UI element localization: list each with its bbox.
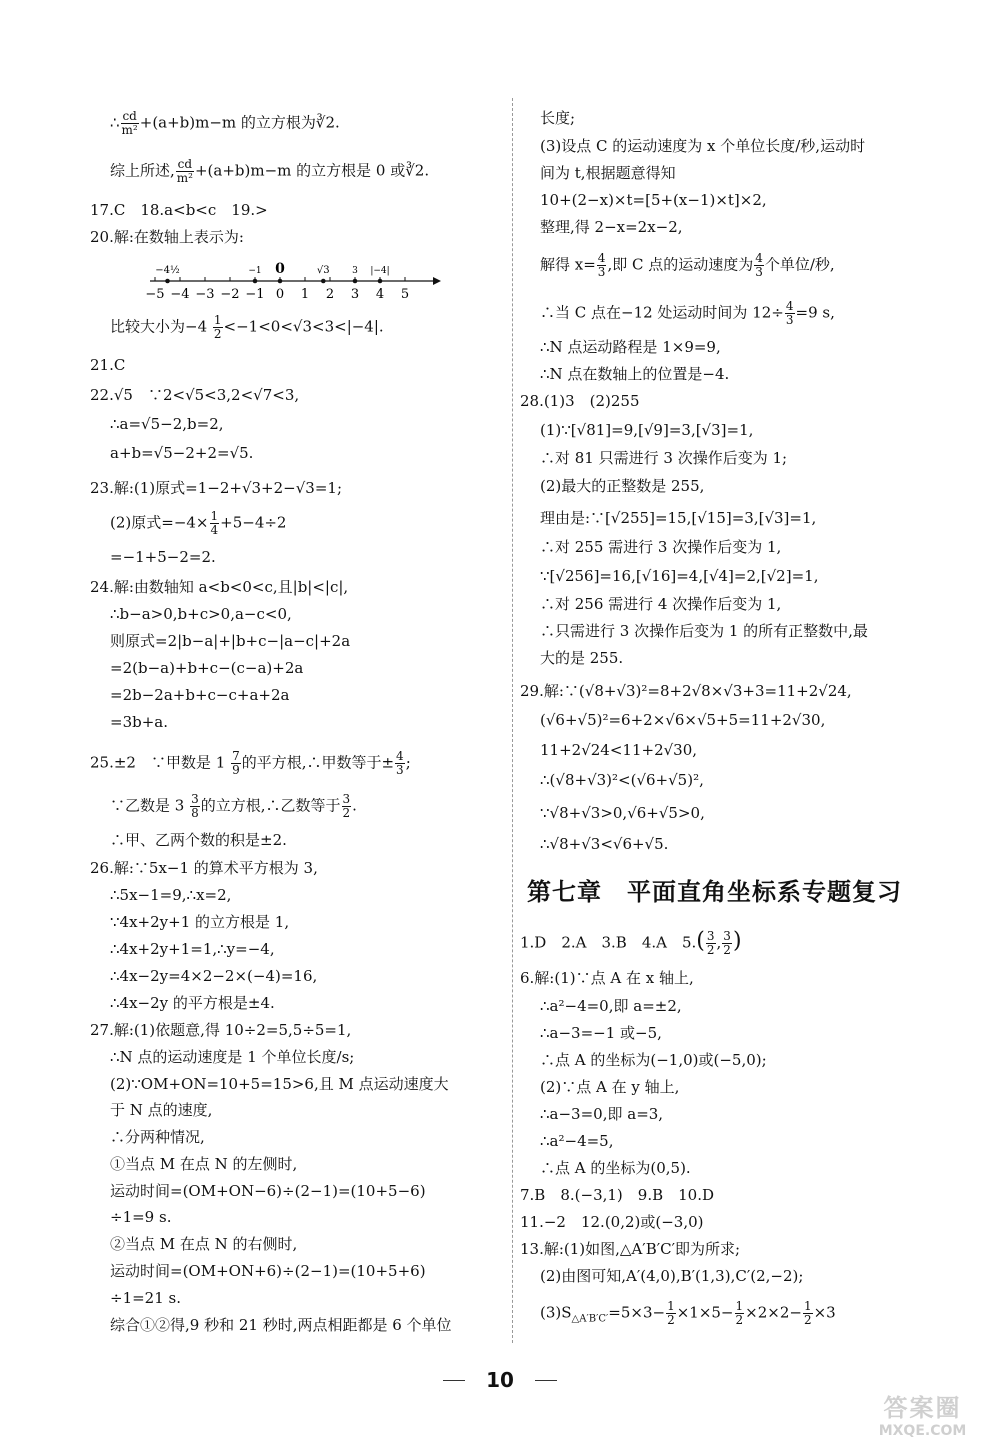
number-line-point-label: 0	[275, 261, 285, 277]
number-line-point-label: −1	[248, 266, 262, 276]
text-line: (2)∵OM+ON=10+5=15>6,且 M 点运动速度大	[110, 1075, 449, 1093]
text-line: ÷1=9 s.	[110, 1208, 172, 1226]
text-line: 综合①②得,9 秒和 21 秒时,两点相距都是 6 个单位	[110, 1316, 452, 1334]
number-line-arrow	[433, 277, 441, 285]
text-line: 运动时间=(OM+ON+6)÷(2−1)=(10+5+6)	[110, 1262, 426, 1280]
number-line-tick-label: −2	[220, 287, 240, 302]
text-line: (2)由图可知,A′(4,0),B′(1,3),C′(2,−2);	[540, 1267, 804, 1285]
text-line: ∴a²−4=0,即 a=±2,	[540, 997, 682, 1015]
answer-21: 21.C	[90, 356, 126, 374]
chapter-answers-7-10: 7.B 8.(−3,1) 9.B 10.D	[520, 1186, 714, 1204]
fraction: $\frac{3}{2}$	[342, 792, 351, 820]
text-line: ∴a=√5−2,b=2,	[110, 415, 224, 433]
text-line: ∴对 81 只需进行 3 次操作后变为 1;	[540, 449, 788, 467]
text-line: 整理,得 2−x=2x−2,	[540, 218, 683, 236]
answer-26: 26.解:∵5x−1 的算术平方根为 3,	[90, 859, 318, 877]
text-line: ∵乙数是 3 $\frac{3}{8}$ 的立方根,∴乙数等于 $\frac{3}{2}$ .	[110, 792, 357, 820]
text-line: ∴N 点运动路程是 1×9=9,	[540, 338, 721, 356]
text-line: a+b=√5−2+2=√5.	[110, 444, 254, 462]
text-line: 间为 t,根据题意得知	[540, 164, 676, 182]
watermark-url: MXQE.COM	[878, 1423, 967, 1439]
line-summary: 综上所述, $\frac{cd}{\text{m²}}$ +(a+b)m−m 的立方根是 0 或∛2.	[110, 157, 430, 185]
column-divider	[512, 98, 513, 1343]
chapter-answer-13: 13.解:(1)如图,△A′B′C′即为所求;	[520, 1240, 741, 1258]
text-line: ∴(√8+√3)²<(√6+√5)²,	[540, 771, 704, 789]
number-line-point	[378, 279, 383, 284]
fraction: $\frac{3}{2}$	[706, 929, 715, 957]
number-line-tick-label: −4	[170, 287, 190, 302]
fraction: $\frac{4}{3}$	[755, 251, 763, 279]
text-line: =3b+a.	[110, 713, 168, 731]
number-line-tick-label: 5	[400, 287, 410, 302]
number-line-point	[165, 279, 170, 284]
text-line: ÷1=21 s.	[110, 1289, 182, 1307]
number-line-tick-label: 1	[300, 287, 310, 302]
text-line: ∴点 A 的坐标为(−1,0)或(−5,0);	[540, 1051, 767, 1069]
text-line: 长度;	[540, 109, 576, 127]
fraction: $\frac{1}{2}$	[213, 313, 222, 341]
text-line: ∴甲、乙两个数的积是±2.	[110, 831, 287, 849]
answer-25: 25.±2 ∵甲数是 1 $\frac{7}{9}$ 的平方根,∴甲数等于± $\frac{4}{3}$ ;	[90, 749, 411, 777]
page-number-dash-right	[535, 1380, 557, 1381]
text-line: ∴a²−4=5,	[540, 1132, 614, 1150]
text-line: ∴√8+√3<√6+√5.	[540, 835, 669, 853]
number-line-labels	[155, 261, 389, 283]
number-line-tick-label: 4	[375, 287, 385, 302]
text-line: (3)设点 C 的运动速度为 x 个单位长度/秒,运动时	[540, 137, 866, 155]
line-cube-root: ∴ $\frac{cd}{\text{m²}}$ +(a+b)m−m 的立方根为∛2.	[110, 109, 340, 137]
text-line: =2(b−a)+b+c−(c−a)+2a	[110, 659, 304, 677]
text-line: 理由是:∵[√255]=15,[√15]=3,[√3]=1,	[540, 509, 817, 527]
chapter-answers-11-12: 11.−2 12.(0,2)或(−3,0)	[520, 1213, 704, 1231]
answer-17-19: 17.C 18.a<b<c 19.>	[90, 201, 268, 219]
number-line-point	[278, 279, 283, 284]
fraction: $\frac{1}{2}$	[803, 1299, 812, 1327]
fraction: $\frac{7}{9}$	[232, 749, 240, 777]
text-line: ∴对 255 需进行 3 次操作后变为 1,	[540, 538, 782, 556]
fraction: $\frac{3}{8}$	[191, 792, 199, 820]
answer-29: 29.解:∵(√8+√3)²=8+2√8×√3+3=11+2√24,	[520, 682, 852, 700]
chapter-answer-6: 6.解:(1)∵点 A 在 x 轴上,	[520, 969, 694, 987]
number-line-tick-label: 0	[275, 287, 285, 302]
answer-24: 24.解:由数轴知 a<b<0<c,且|b|<|c|,	[90, 578, 349, 596]
text-line: (2)∵点 A 在 y 轴上,	[540, 1078, 680, 1096]
text-line: 解得 x= $\frac{4}{3}$ ,即 C 点的运动速度为 $\frac{4}{3}$ 个单位/秒,	[540, 251, 835, 279]
number-line-point-label: |−4|	[370, 266, 390, 276]
number-line-figure	[145, 252, 445, 304]
text-line: =2b−2a+b+c−c+a+2a	[110, 686, 290, 704]
text-line: 10+(2−x)×t=[5+(x−1)×t]×2,	[540, 191, 767, 209]
text-line: ∴4x−2y=4×2−2×(−4)=16,	[110, 967, 318, 985]
page-number-dash-left	[443, 1380, 465, 1381]
fraction: $\frac{1}{2}$	[735, 1299, 744, 1327]
number-line-point-label: 3	[352, 266, 358, 276]
number-line-tick-label: 3	[350, 287, 360, 302]
text-line-area: $(3)S_{\triangle A'B'C'}=5\times 3-$ $\frac{1}{2}$ ×1×5− $\frac{1}{2}$ ×2×2− $\frac{1}{2}$ ×3	[540, 1299, 836, 1327]
number-line-point	[253, 279, 258, 284]
text-line: ∴只需进行 3 次操作后变为 1 的所有正整数中,最	[540, 622, 868, 640]
text-line: ∵[√256]=16,[√16]=4,[√4]=2,[√2]=1,	[540, 567, 819, 585]
text-line: ∴N 点的运动速度是 1 个单位长度/s;	[110, 1048, 355, 1066]
text-line: ∴b−a>0,b+c>0,a−c<0,	[110, 605, 292, 623]
answer-27: 27.解:(1)依题意,得 10÷2=5,5÷5=1,	[90, 1021, 352, 1039]
text-line: (2)原式=−4× $\frac{1}{4}$ +5−4÷2	[110, 509, 287, 537]
text-line: (√6+√5)²=6+2×√6×√5+5=11+2√30,	[540, 711, 826, 729]
answer-22: 22.√5 ∵2<√5<3,2<√7<3,	[90, 386, 300, 404]
text-line: =−1+5−2=2.	[110, 548, 216, 566]
text-line: 于 N 点的速度,	[110, 1101, 213, 1119]
text-line: ∴分两种情况,	[110, 1128, 205, 1146]
number-line-point	[353, 279, 358, 284]
text-line: ∴对 256 需进行 4 次操作后变为 1,	[540, 595, 782, 613]
text-line: ∴当 C 点在−12 处运动时间为 12÷ $\frac{4}{3}$ =9 s,	[540, 299, 835, 327]
answer-20: 20.解:在数轴上表示为:	[90, 228, 244, 246]
watermark-logo	[860, 1388, 985, 1443]
fraction: $\frac{cd}{\text{m²}}$	[176, 157, 193, 185]
text-line: ∴4x+2y+1=1,∴y=−4,	[110, 940, 275, 958]
page-number: 10	[486, 1368, 514, 1392]
number-line-point-label: −4½	[155, 265, 180, 276]
text-line: ①当点 M 在点 N 的左侧时,	[110, 1155, 298, 1173]
fraction: $\frac{cd}{\text{m²}}$	[121, 109, 138, 137]
text-line: ∵√8+√3>0,√6+√5>0,	[540, 804, 705, 822]
number-line-point-label: √3	[316, 265, 330, 276]
number-line-point	[321, 279, 326, 284]
text-line: ∴点 A 的坐标为(0,5).	[540, 1159, 691, 1177]
chapter-heading: 第七章 平面直角坐标系专题复习	[527, 878, 902, 906]
fraction: $\frac{4}{3}$	[396, 749, 404, 777]
number-line-tick-label: 2	[325, 287, 335, 302]
answer-28: 28.(1)3 (2)255	[520, 392, 640, 410]
text-line: ∵4x+2y+1 的立方根是 1,	[110, 913, 290, 931]
answer-23: 23.解:(1)原式=1−2+√3+2−√3=1;	[90, 479, 342, 497]
line-compare: 比较大小为−4 $\frac{1}{2}$ <−1<0<√3<3<|−4|.	[110, 313, 384, 341]
text-line: ∴5x−1=9,∴x=2,	[110, 886, 232, 904]
text-line: 11+2√24<11+2√30,	[540, 741, 698, 759]
fraction: $\frac{4}{3}$	[785, 299, 794, 327]
number-line-tick-label: −1	[245, 287, 265, 302]
number-line-tick-label: −3	[195, 287, 215, 302]
text-line: 则原式=2|b−a|+|b+c−|a−c|+2a	[110, 632, 351, 650]
chapter-answers-1-5: 1.D 2.A 3.B 4.A 5.( $\frac{3}{2}$ , $\frac{3}{2}$ )	[520, 928, 742, 957]
text-line: ∴a−3=−1 或−5,	[540, 1024, 662, 1042]
fraction: $\frac{1}{4}$	[210, 509, 219, 537]
text-line: ∴N 点在数轴上的位置是−4.	[540, 365, 730, 383]
text-line: 运动时间=(OM+ON−6)÷(2−1)=(10+5−6)	[110, 1182, 426, 1200]
text-line: ∴a−3=0,即 a=3,	[540, 1105, 664, 1123]
fraction: $\frac{3}{2}$	[723, 929, 731, 957]
text-line: ②当点 M 在点 N 的右侧时,	[110, 1235, 298, 1253]
text-line: (1)∵[√81]=9,[√9]=3,[√3]=1,	[540, 421, 754, 439]
text-line: (2)最大的正整数是 255,	[540, 477, 705, 495]
text-line: 大的是 255.	[540, 649, 624, 667]
fraction: $\frac{4}{3}$	[597, 251, 606, 279]
text-line: ∴4x−2y 的平方根是±4.	[110, 994, 275, 1012]
watermark-text: 答案圈	[883, 1394, 962, 1422]
number-line-tick-label: −5	[145, 287, 165, 302]
fraction: $\frac{1}{2}$	[667, 1299, 675, 1327]
